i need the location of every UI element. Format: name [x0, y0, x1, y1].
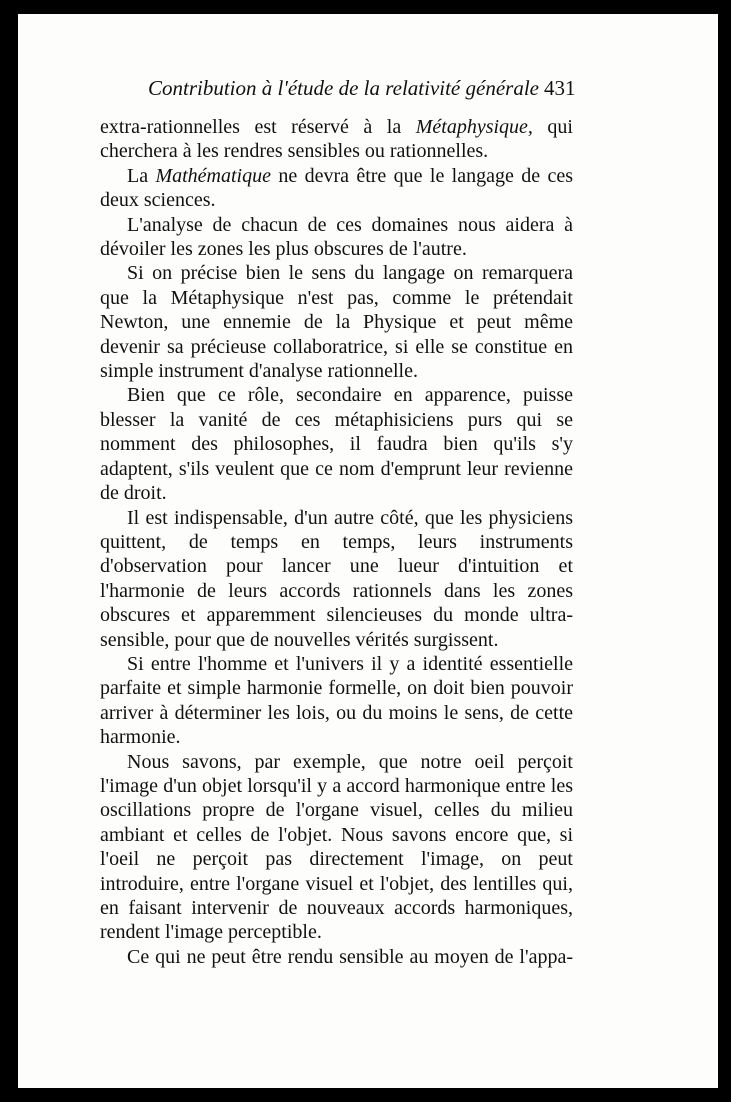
text-run: ne devra être que le langage de ces deux sciences. — [100, 164, 573, 212]
text-run: Ce qui ne peut être rendu sensible au moyen de l'appa- — [127, 945, 573, 968]
paragraph — [100, 945, 573, 969]
text-run: Nous savons, par exemple, que notre oeil perçoit l'image d'un objet lorsqu'il y a accord harmonique entre les oscillations propre de l'organe visuel, celles du milieu ambiant et celles de l'objet. Nous savons encore que, si l'oeil ne perçoit pas directement l'image, on peut introduire, entre l'organe visuel et l'objet, des lentilles qui, en faisant intervenir de nouveaux accords harmoniques, rendent l'image perceptible. — [100, 750, 573, 944]
text-run: La — [127, 164, 156, 187]
text-run: Si entre l'homme et l'univers il y a identité essentielle parfaite et simple harmonie formelle, on doit bien pouvoir arriver à déterminer les lois, ou du moins le sens, de cette harmonie. — [100, 652, 573, 749]
paragraph — [100, 164, 573, 213]
paragraph — [100, 652, 573, 750]
text-run: Si on précise bien le sens du langage on remarquera que la Métaphysique n'est pas, comme le prétendait Newton, une ennemie de la Physique et peut même devenir sa précieuse collaboratrice, si elle se constitue en simple instrument d'analyse rationnelle. — [100, 262, 573, 383]
page-number: 431 — [544, 76, 576, 100]
text-run: L'analyse de chacun de ces domaines nous aidera à dévoiler les zones les plus obscures de l'autre. — [100, 213, 573, 261]
italic-term: Métaphysique, — [415, 116, 533, 138]
paragraph — [100, 115, 573, 164]
paragraph — [100, 261, 573, 383]
text-run: Bien que ce rôle, secondaire en apparence, puisse blesser la vanité de ces métaphisiciens purs qui se nomment des philosophes, il faudra bien qu'ils s'y adaptent, s'ils veulent que ce nom d'emprunt leur revienne de droit. — [100, 384, 573, 505]
paragraph — [100, 383, 573, 505]
page-header — [18, 76, 718, 106]
book-page — [18, 14, 718, 1088]
italic-term: Mathématique — [155, 164, 271, 187]
paragraph — [100, 506, 573, 652]
text-run: extra-rationnelles est réservé à la — [100, 116, 416, 138]
text-run: Il est indispensable, d'un autre côté, que les physiciens quittent, de temps en temps, leurs instruments d'observation pour lancer une lueur d'intuition et l'harmonie de leurs accords rationnels dans les zones obscures et apparemment silencieuses du monde ultra-sensible, pour que de nouvelles vérités surgissent. — [100, 506, 573, 651]
running-title: Contribution à l'étude de la relativité générale — [148, 76, 539, 100]
body-text — [100, 115, 573, 969]
text-run: qui cherchera à les rendres sensibles ou rationnelles. — [100, 116, 573, 163]
paragraph — [100, 213, 573, 262]
paragraph — [100, 750, 573, 945]
